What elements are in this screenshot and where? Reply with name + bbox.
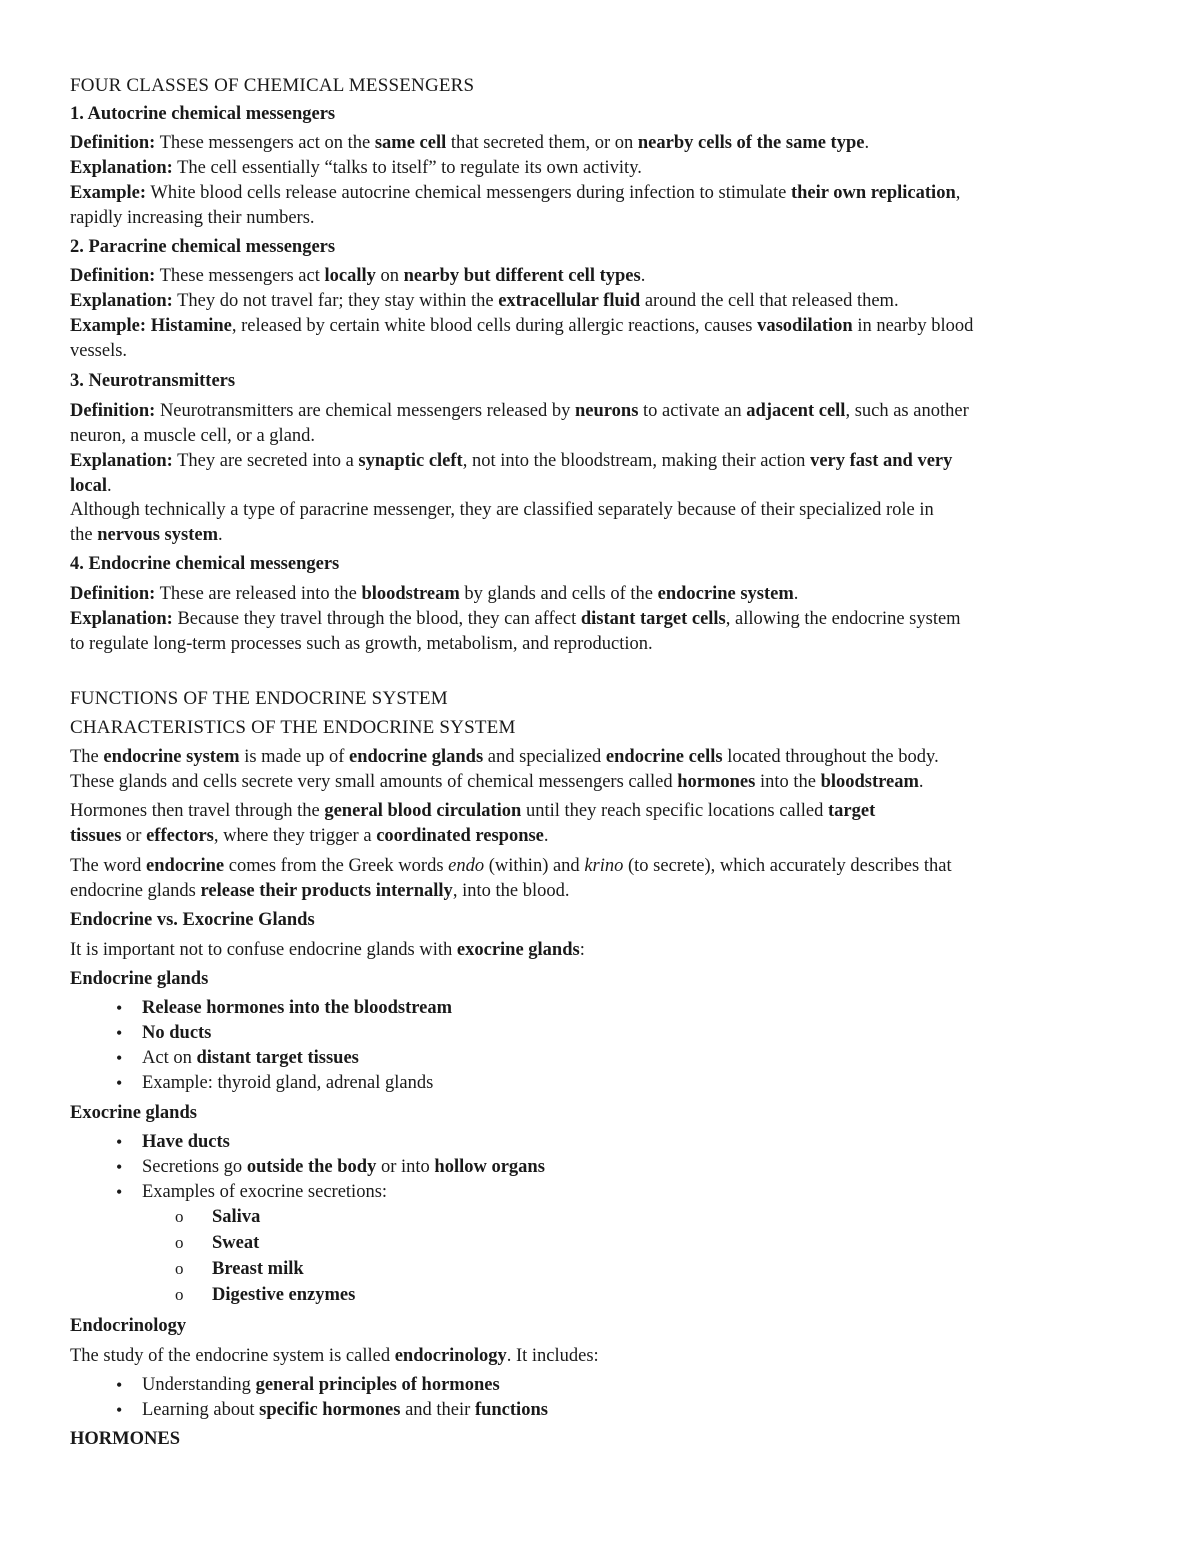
- class-heading: 1. Autocrine chemical messengers: [70, 104, 336, 124]
- note-line-cont: the nervous system.: [70, 525, 223, 545]
- section-title: FOUR CLASSES OF CHEMICAL MESSENGERS: [70, 75, 475, 96]
- bullet: •: [116, 1048, 123, 1068]
- sub-bullet: o: [175, 1233, 184, 1252]
- list-item: Release hormones into the bloodstream: [142, 998, 453, 1018]
- paragraph-line: tissues or effectors, where they trigger a coordinated response.: [70, 826, 549, 846]
- paragraph-line: These glands and cells secrete very small amounts of chemical messengers called hormones into the bloodstream.: [70, 772, 924, 792]
- explanation-line: Explanation: Because they travel through the blood, they can affect distant target cells, allowing the endocrine system: [70, 609, 961, 629]
- list-item: Secretions go outside the body or into hollow organs: [142, 1157, 545, 1177]
- example-line-cont: rapidly increasing their numbers.: [70, 208, 315, 228]
- paragraph-line: It is important not to confuse endocrine glands with exocrine glands:: [70, 940, 585, 960]
- sub-list-item: Saliva: [212, 1207, 261, 1227]
- bullet: •: [116, 1157, 123, 1177]
- paragraph-line: The endocrine system is made up of endocrine glands and specialized endocrine cells located throughout the body.: [70, 747, 939, 767]
- class-heading: 3. Neurotransmitters: [70, 371, 236, 391]
- explanation-line: Explanation: The cell essentially “talks to itself” to regulate its own activity.: [70, 158, 642, 178]
- definition-line: Definition: Neurotransmitters are chemical messengers released by neurons to activate an adjacent cell, such as another: [70, 401, 969, 421]
- bullet: •: [116, 1073, 123, 1093]
- note-line: Although technically a type of paracrine messenger, they are classified separately because of their specialized role in: [70, 500, 934, 520]
- subsection-heading: Endocrine vs. Exocrine Glands: [70, 910, 315, 930]
- list-heading: Endocrine glands: [70, 969, 209, 989]
- definition-line-cont: neuron, a muscle cell, or a gland.: [70, 426, 316, 446]
- list-item: Examples of exocrine secretions:: [142, 1182, 388, 1202]
- sub-bullet: o: [175, 1207, 184, 1226]
- section-title: FUNCTIONS OF THE ENDOCRINE SYSTEM: [70, 688, 448, 709]
- definition-line: Definition: These are released into the bloodstream by glands and cells of the endocrine system.: [70, 584, 799, 604]
- bullet: •: [116, 1375, 123, 1395]
- bullet: •: [116, 998, 123, 1018]
- list-item: Have ducts: [142, 1132, 230, 1152]
- sub-bullet: o: [175, 1285, 184, 1304]
- explanation-line: Explanation: They do not travel far; they stay within the extracellular fluid around the cell that released them.: [70, 291, 899, 311]
- definition-line: Definition: These messengers act locally on nearby but different cell types.: [70, 266, 646, 286]
- bullet: •: [116, 1400, 123, 1420]
- bullet: •: [116, 1023, 123, 1043]
- sub-list-item: Breast milk: [212, 1259, 304, 1279]
- explanation-line-cont: to regulate long-term processes such as growth, metabolism, and reproduction.: [70, 634, 653, 654]
- sub-bullet: o: [175, 1259, 184, 1278]
- example-line: Example: White blood cells release autocrine chemical messengers during infection to stimulate their own replication,: [70, 183, 961, 203]
- paragraph-line: The study of the endocrine system is called endocrinology. It includes:: [70, 1346, 599, 1366]
- bullet: •: [116, 1132, 123, 1152]
- explanation-line-cont: local.: [70, 476, 112, 496]
- subsection-heading: Endocrinology: [70, 1316, 187, 1336]
- sub-list-item: Digestive enzymes: [212, 1285, 356, 1305]
- list-item: No ducts: [142, 1023, 212, 1043]
- example-line: Example: Histamine, released by certain white blood cells during allergic reactions, causes vasodilation in nearby blood: [70, 316, 974, 336]
- explanation-line: Explanation: They are secreted into a synaptic cleft, not into the bloodstream, making their action very fast and very: [70, 451, 953, 471]
- sub-list-item: Sweat: [212, 1233, 260, 1253]
- section-subtitle: CHARACTERISTICS OF THE ENDOCRINE SYSTEM: [70, 717, 516, 738]
- class-heading: 2. Paracrine chemical messengers: [70, 237, 336, 257]
- class-heading: 4. Endocrine chemical messengers: [70, 554, 340, 574]
- list-item: Example: thyroid gland, adrenal glands: [142, 1073, 434, 1093]
- list-item: Understanding general principles of hormones: [142, 1375, 500, 1395]
- list-item: Learning about specific hormones and their functions: [142, 1400, 548, 1420]
- definition-line: Definition: These messengers act on the same cell that secreted them, or on nearby cells of the same type.: [70, 133, 870, 153]
- paragraph-line: The word endocrine comes from the Greek words endo (within) and krino (to secrete), which accurately describes that: [70, 856, 952, 876]
- section-title: HORMONES: [70, 1429, 180, 1449]
- paragraph-line: endocrine glands release their products internally, into the blood.: [70, 881, 570, 901]
- example-line-cont: vessels.: [70, 341, 128, 361]
- list-item: Act on distant target tissues: [142, 1048, 359, 1068]
- paragraph-line: Hormones then travel through the general blood circulation until they reach specific locations called target: [70, 801, 876, 821]
- bullet: •: [116, 1182, 123, 1202]
- list-heading: Exocrine glands: [70, 1103, 197, 1123]
